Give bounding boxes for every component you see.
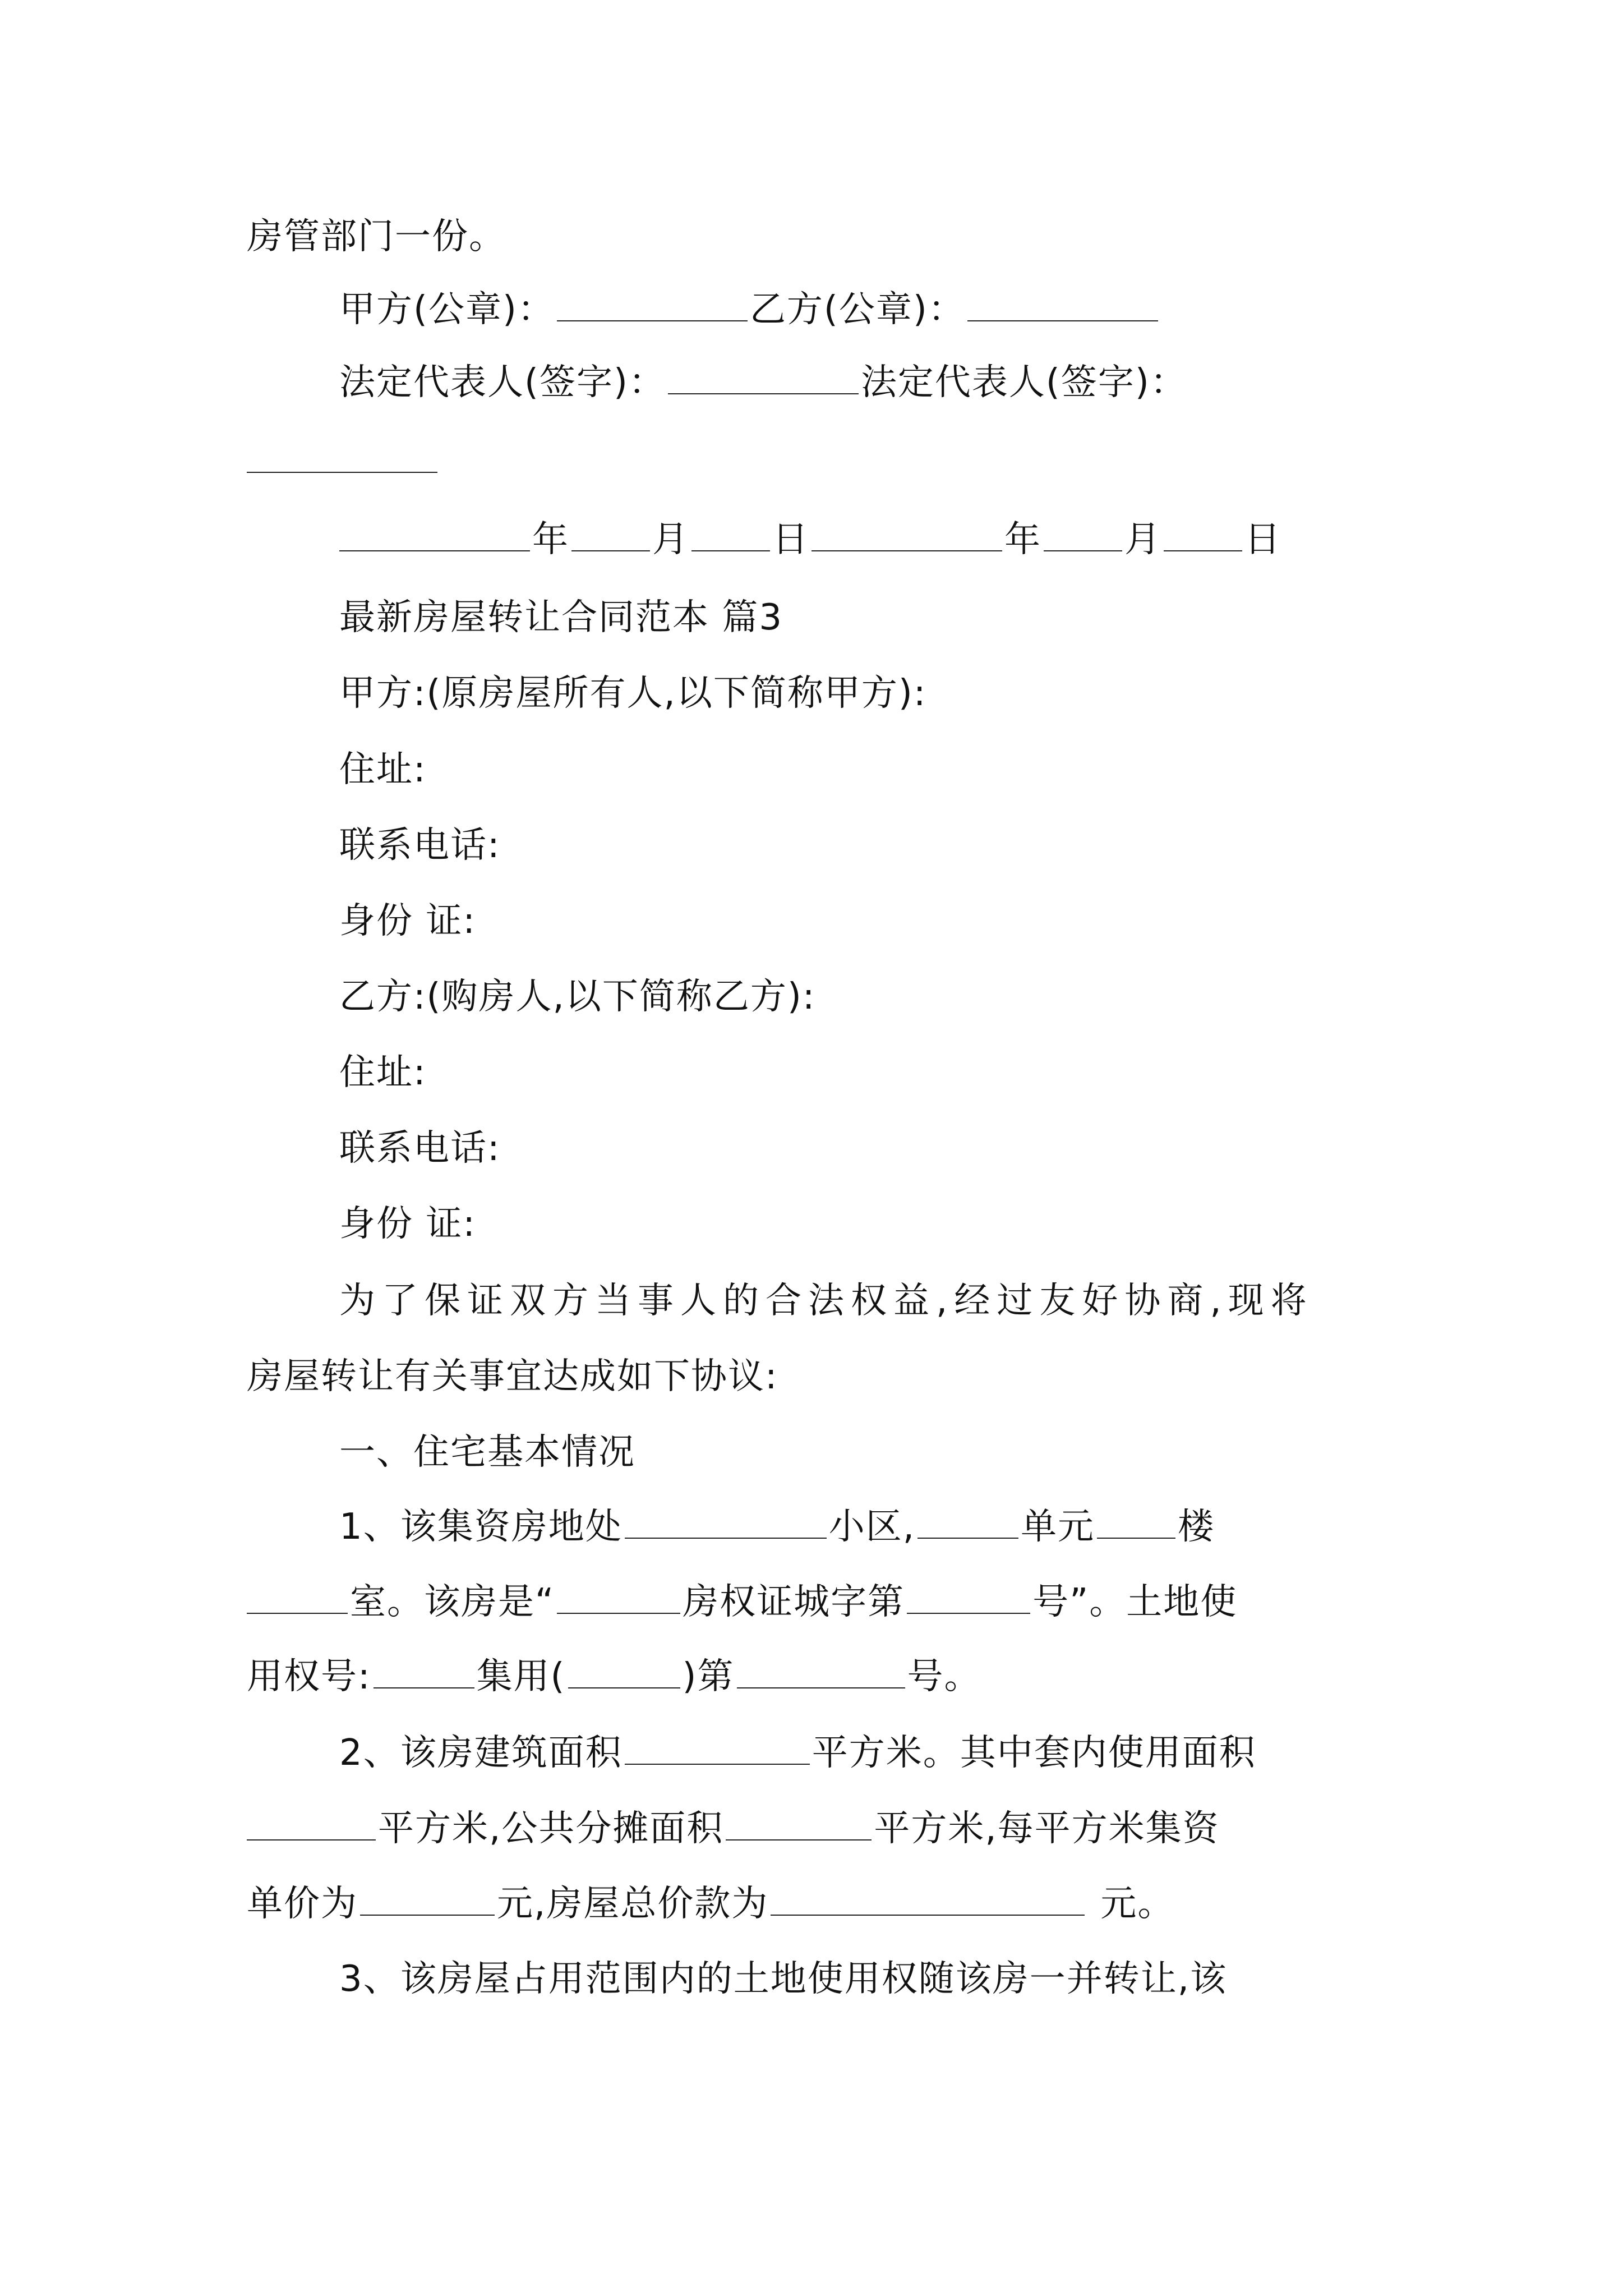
- text-line: [247, 212, 1391, 261]
- id-card-label: 身份 证:: [339, 900, 476, 942]
- text-segment: 房管部门一份。: [247, 216, 506, 257]
- text-segment: 房权证城字第: [683, 1581, 905, 1623]
- paragraph-text: 房屋转让有关事宜达成如下协议:: [247, 1356, 778, 1397]
- paragraph-text: 为了保证双方当事人的合法权益,经过友好协商,现将: [339, 1280, 1313, 1322]
- party-b-seal-label: 乙方(公章)：: [749, 289, 965, 330]
- text-segment: 用权号:: [247, 1656, 371, 1697]
- day-label: 日: [772, 519, 809, 560]
- day-label: 日: [1244, 519, 1281, 560]
- blank-line: [571, 519, 650, 551]
- subsection-heading: [339, 1428, 1391, 1477]
- signature-rep-blank-line: [247, 436, 1391, 486]
- text-line: [339, 1954, 1391, 2004]
- text-line: [339, 1728, 1391, 1778]
- blank-line: [811, 519, 1002, 551]
- text-segment: 平方米,公共分摊面积: [378, 1808, 724, 1849]
- subsection-title: 一、住宅基本情况: [339, 1432, 635, 1473]
- text-segment: 室。该房是“: [350, 1581, 555, 1623]
- text-line: [339, 1048, 1391, 1097]
- blank-line: [1097, 1506, 1175, 1539]
- party-a-seal-label: 甲方(公章)：: [339, 289, 555, 330]
- blank-line: [625, 1506, 827, 1539]
- blank-line: [691, 519, 770, 551]
- address-label: 住址:: [339, 1052, 427, 1093]
- signature-seal-line: [339, 285, 1391, 334]
- blank-line: [568, 1656, 680, 1688]
- text-segment: 单元: [1021, 1506, 1095, 1548]
- text-line: [247, 1652, 1391, 1701]
- text-line: [247, 1352, 1391, 1401]
- text-segment: 楼: [1178, 1506, 1215, 1548]
- blank-line: [247, 1581, 348, 1614]
- text-segment: 号。: [907, 1656, 981, 1697]
- signature-rep-line: [339, 358, 1391, 407]
- text-line: [247, 1804, 1391, 1853]
- text-segment: 集用(: [476, 1656, 566, 1697]
- text-line: [247, 1577, 1391, 1627]
- blank-line: [339, 519, 530, 551]
- id-card-label: 身份 证:: [339, 1203, 476, 1245]
- party-b-rep-label: 法定代表人(签字)：: [860, 362, 1187, 403]
- text-segment: 元,房屋总价款为: [497, 1883, 769, 1925]
- date-line: [339, 515, 1391, 564]
- party-a-rep-label: 法定代表人(签字)：: [339, 362, 666, 403]
- text-segment: 平方米。其中套内使用面积: [811, 1732, 1256, 1774]
- section-heading: [339, 593, 1391, 642]
- text-line: [339, 896, 1391, 946]
- text-segment: 1、该集资房地处: [339, 1506, 623, 1548]
- blank-line: [726, 1808, 872, 1841]
- month-label: 月: [1124, 519, 1161, 560]
- phone-label: 联系电话:: [339, 1128, 501, 1169]
- text-line: [247, 1879, 1391, 1929]
- blank-line: [625, 1732, 810, 1765]
- section-title: 最新房屋转让合同范本 篇3: [339, 597, 783, 638]
- text-segment: 平方米,每平方米集资: [874, 1808, 1220, 1849]
- text-line: [339, 1199, 1391, 1249]
- phone-label: 联系电话:: [339, 825, 501, 866]
- blank-line: [737, 1656, 905, 1688]
- text-segment: 单价为: [247, 1883, 358, 1925]
- text-line: [339, 745, 1391, 794]
- text-segment: 小区,: [828, 1506, 916, 1548]
- blank-line: [917, 1506, 1018, 1539]
- address-label: 住址:: [339, 749, 427, 790]
- year-label: 年: [532, 519, 569, 560]
- party-b-title: 乙方:(购房人,以下简称乙方):: [339, 976, 816, 1018]
- blank-line: [247, 1808, 376, 1841]
- text-segment: )第: [682, 1656, 735, 1697]
- blank-line: [360, 1883, 495, 1916]
- text-segment: 3、该房屋占用范围内的土地使用权随该房一并转让,该: [339, 1958, 1228, 2000]
- blank-line: [247, 440, 437, 473]
- text-line: [339, 821, 1391, 870]
- blank-line: [1044, 519, 1122, 551]
- blank-line: [771, 1883, 1085, 1916]
- blank-line: [967, 289, 1158, 321]
- blank-line: [668, 362, 859, 394]
- blank-line: [907, 1581, 1030, 1614]
- text-line: [339, 1124, 1391, 1173]
- text-line: [339, 972, 1391, 1022]
- text-line: [339, 1502, 1391, 1552]
- year-label: 年: [1004, 519, 1041, 560]
- blank-line: [374, 1656, 474, 1688]
- blank-line: [557, 289, 748, 321]
- text-segment: 号”。土地使: [1032, 1581, 1238, 1623]
- text-segment: 元。: [1100, 1883, 1175, 1925]
- blank-line: [1164, 519, 1242, 551]
- month-label: 月: [652, 519, 689, 560]
- text-segment: 2、该房建筑面积: [339, 1732, 623, 1774]
- party-a-title: 甲方:(原房屋所有人,以下简称甲方):: [339, 673, 927, 714]
- blank-line: [557, 1581, 680, 1614]
- text-line: [339, 1276, 1391, 1326]
- text-line: [339, 669, 1391, 718]
